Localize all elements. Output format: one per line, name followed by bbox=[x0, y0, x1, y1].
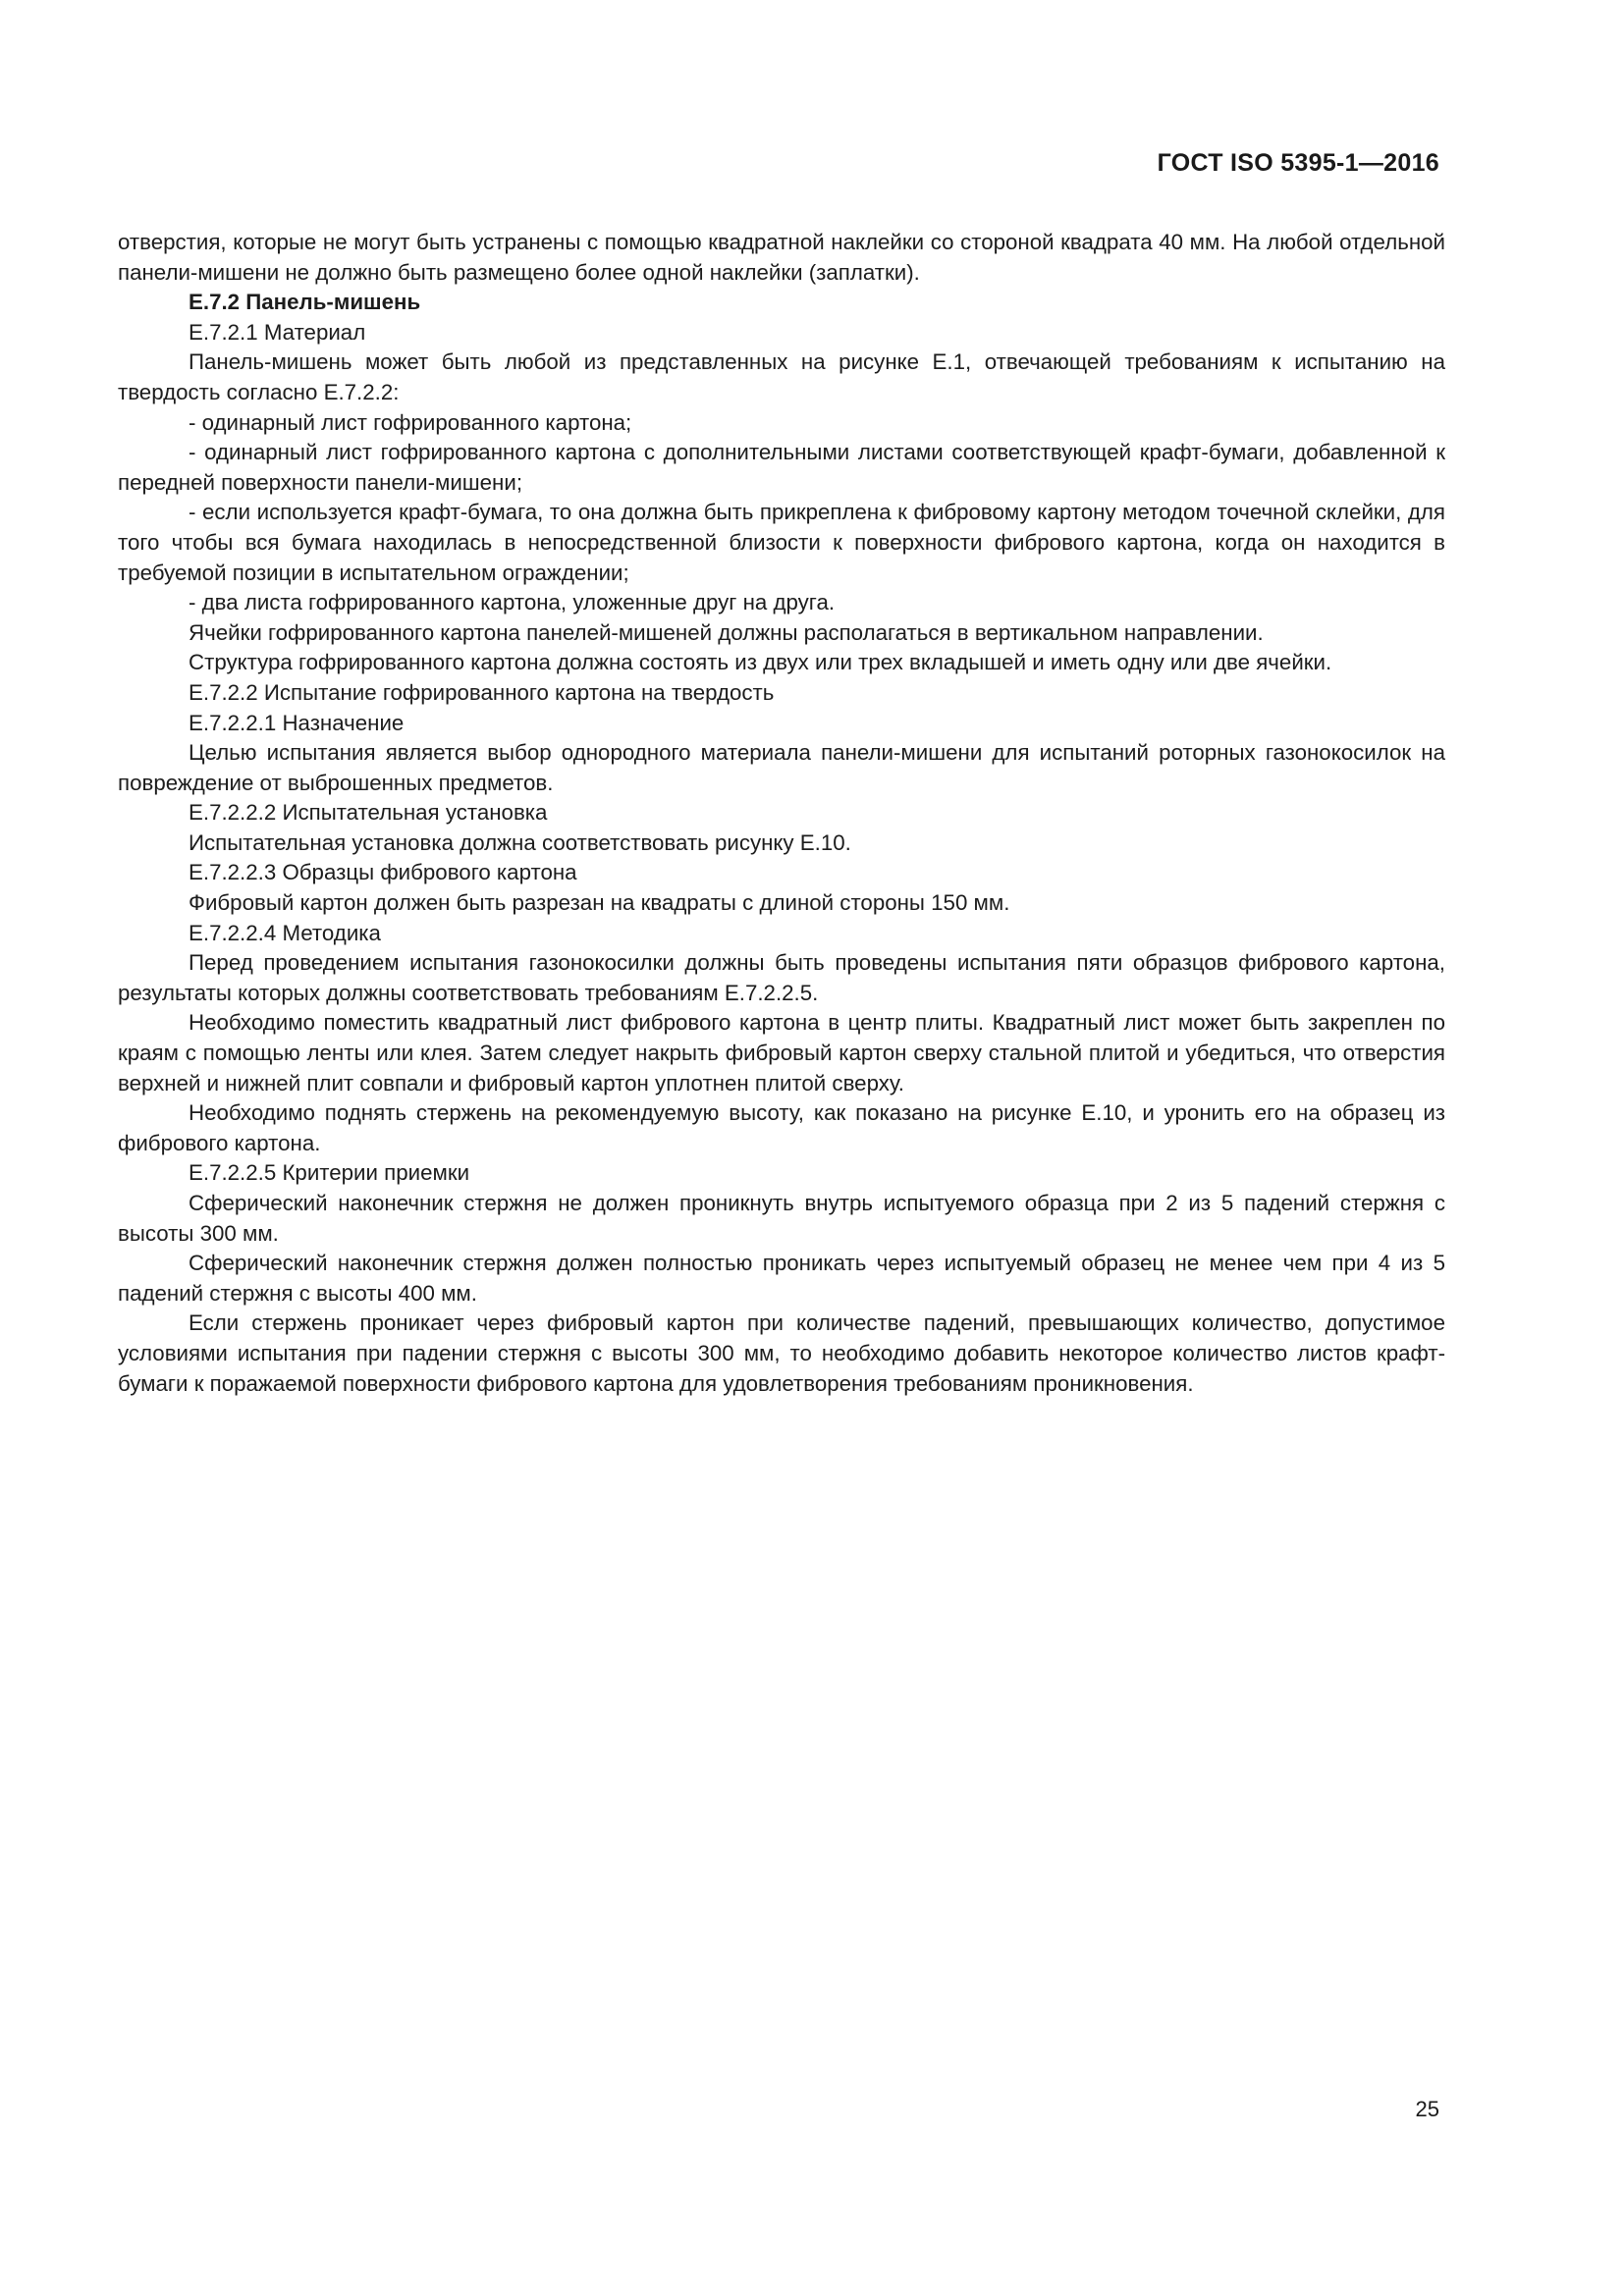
paragraph: Необходимо поднять стержень на рекомендуемую высоту, как показано на рисунке Е.10, и уронить его на образец из фибрового картона. bbox=[118, 1100, 1445, 1155]
paragraph: Целью испытания является выбор однородного материала панели-мишени для испытаний роторных газонокосилок на повреждение от выброшенных предметов. bbox=[118, 740, 1445, 795]
list-item: - два листа гофрированного картона, уложенные друг на друга. bbox=[189, 590, 836, 615]
paragraph: Панель-мишень может быть любой из представленных на рисунке Е.1, отвечающей требованиям к испытанию на твердость согласно Е.7.2.2: bbox=[118, 349, 1445, 404]
subsection-heading: Е.7.2.2 Испытание гофрированного картона на твердость bbox=[189, 679, 775, 705]
paragraph: Ячейки гофрированного картона панелей-мишеней должны располагаться в вертикальном направлении. bbox=[189, 619, 1264, 645]
list-item: - одинарный лист гофрированного картона; bbox=[189, 409, 632, 435]
paragraph: Необходимо поместить квадратный лист фибрового картона в центр плиты. Квадратный лист может быть закреплен по краям с помощью ленты или клея. Затем следует накрыть фибровый картон сверху стальной плитой и убедиться, что отверстия верхней и нижней плит совпали и фибровый картон уплотнен плитой сверху. bbox=[118, 1010, 1445, 1095]
paragraph: Если стержень проникает через фибровый картон при количестве падений, превышающих количество, допустимое условиями испытания при падении стержня с высоты 300 мм, то необходимо добавить некоторое количество листов крафт-бумаги к поражаемой поверхности фибрового картона для удовлетворения требованиям проникновения. bbox=[118, 1310, 1445, 1396]
document-header: ГОСТ ISO 5395-1—2016 bbox=[1157, 149, 1439, 177]
paragraph-continuation: отверстия, которые не могут быть устранены с помощью квадратной наклейки со стороной квадрата 40 мм. На любой отдельной панели-мишени не должно быть размещено более одной наклейки (заплатки). bbox=[118, 230, 1445, 285]
subsection-heading: Е.7.2.2.3 Образцы фибрового картона bbox=[189, 860, 577, 885]
subsection-heading: Е.7.2.2.5 Критерии приемки bbox=[189, 1160, 470, 1186]
paragraph: Перед проведением испытания газонокосилки должны быть проведены испытания пяти образцов фибрового картона, результаты которых должны соответствовать требованиям Е.7.2.2.5. bbox=[118, 950, 1445, 1005]
document-body bbox=[118, 228, 1445, 1399]
paragraph: Испытательная установка должна соответствовать рисунку Е.10. bbox=[189, 829, 851, 855]
paragraph: Структура гофрированного картона должна состоять из двух или трех вкладышей и иметь одну или две ячейки. bbox=[189, 650, 1332, 675]
paragraph: Фибровый картон должен быть разрезан на квадраты с длиной стороны 150 мм. bbox=[189, 890, 1010, 916]
list-item: - если используется крафт-бумага, то она должна быть прикреплена к фибровому картону методом точечной склейки, для того чтобы вся бумага находилась в непосредственной близости к поверхности фибрового картона, когда он находится в требуемой позиции в испытательном ограждении; bbox=[118, 500, 1445, 585]
section-heading: Е.7.2 Панель-мишень bbox=[189, 290, 421, 315]
subsection-heading: Е.7.2.2.4 Методика bbox=[189, 920, 381, 945]
paragraph: Сферический наконечник стержня должен полностью проникать через испытуемый образец не менее чем при 4 из 5 падений стержня с высоты 400 мм. bbox=[118, 1251, 1445, 1306]
subsection-heading: Е.7.2.1 Материал bbox=[189, 319, 366, 345]
paragraph: Сферический наконечник стержня не должен проникнуть внутрь испытуемого образца при 2 из 5 падений стержня с высоты 300 мм. bbox=[118, 1191, 1445, 1246]
subsection-heading: Е.7.2.2.1 Назначение bbox=[189, 710, 405, 735]
page-number: 25 bbox=[1415, 2097, 1439, 2121]
subsection-heading: Е.7.2.2.2 Испытательная установка bbox=[189, 800, 548, 826]
list-item: - одинарный лист гофрированного картона с дополнительными листами соответствующей крафт-бумаги, добавленной к передней поверхности панели-мишени; bbox=[118, 440, 1445, 495]
